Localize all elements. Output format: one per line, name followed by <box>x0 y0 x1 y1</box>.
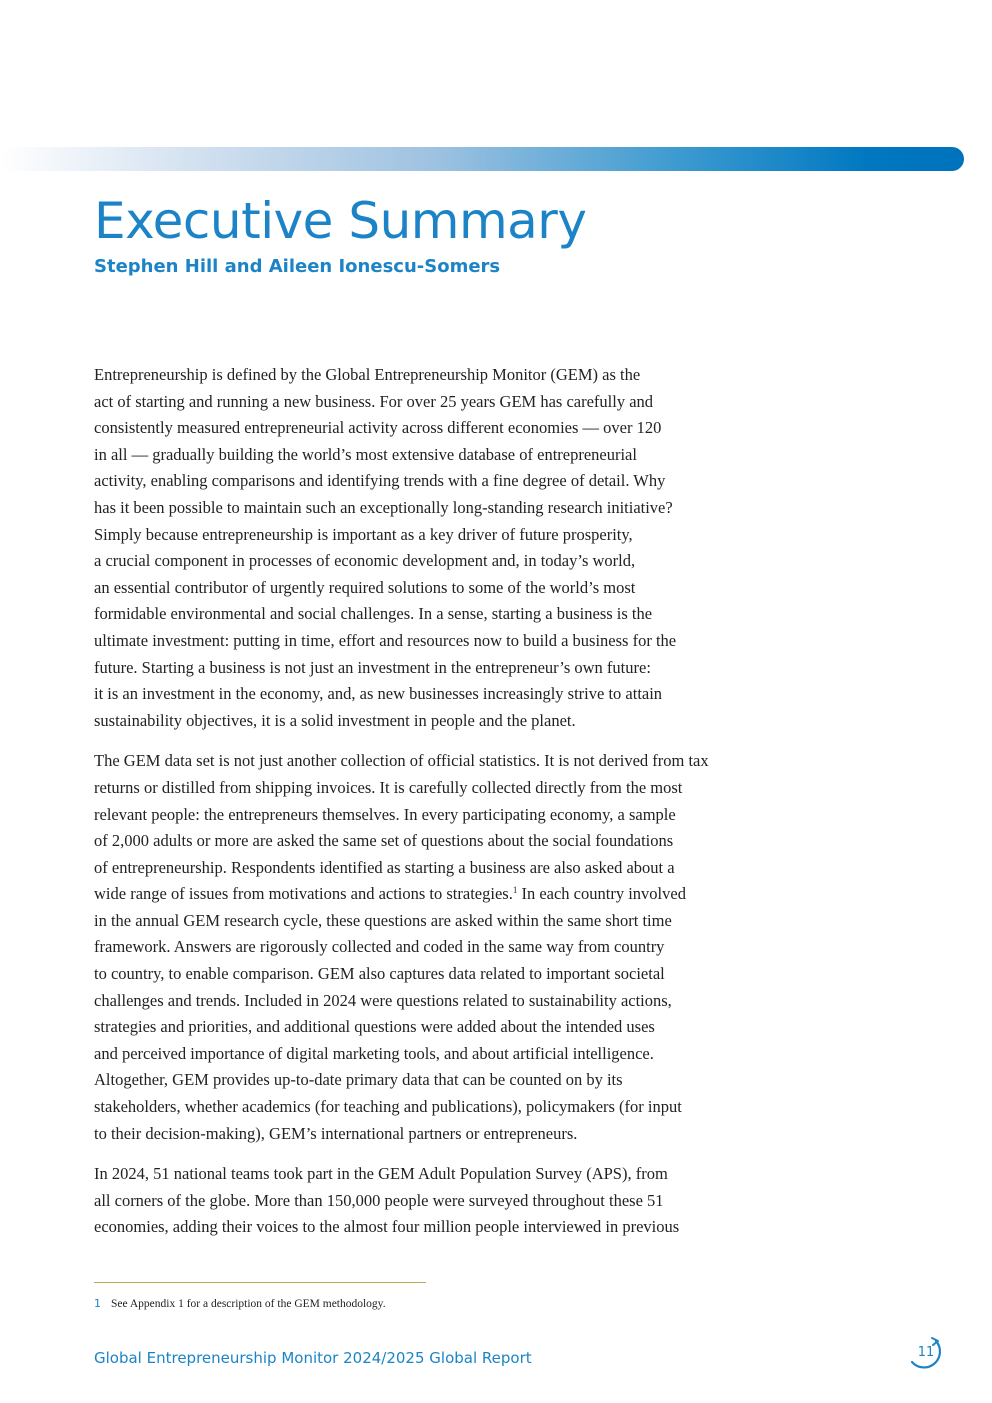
page-number: 11 <box>917 1345 935 1360</box>
text-line: Entrepreneurship is defined by the Global Entrepreneurship Monitor (GEM) as the <box>94 365 641 384</box>
text-line: strategies and priorities, and additional questions were added about the intended uses <box>94 1017 655 1037</box>
page-title: Executive Summary <box>94 192 587 250</box>
header-gradient-banner <box>0 147 964 171</box>
text-line: challenges and trends. Included in 2024 were questions related to sustainability actions, <box>94 990 672 1010</box>
footnote-reference[interactable]: 1 <box>512 885 518 896</box>
body-text <box>94 362 794 1255</box>
text-line: all corners of the globe. More than 150,000 people were surveyed throughout these 51 <box>94 1190 664 1210</box>
text-line: a crucial component in processes of economic development and, in today’s world, <box>94 551 636 571</box>
text-line: returns or distilled from shipping invoices. It is carefully collected directly from the most <box>94 777 683 797</box>
paragraph-3 <box>94 1161 794 1241</box>
text-line: has it been possible to maintain such an exceptionally long-standing research initiative? <box>94 497 673 517</box>
page-number-badge <box>906 1336 948 1372</box>
text-line: Simply because entrepreneurship is important as a key driver of future prosperity, <box>94 524 633 544</box>
text-line: it is an investment in the economy, and, as new businesses increasingly strive to attain <box>94 684 663 704</box>
text-line: of entrepreneurship. Respondents identified as starting a business are also asked about a <box>94 857 675 877</box>
text-line: to their decision-making), GEM’s international partners or entrepreneurs. <box>94 1123 578 1143</box>
text-line-end: In each country involved <box>517 884 686 904</box>
paragraph-2 <box>94 748 794 1147</box>
footnote-number: 1 <box>94 1297 101 1310</box>
footnote-divider <box>94 1282 426 1283</box>
text-line: and perceived importance of digital marketing tools, and about artificial intelligence. <box>94 1043 654 1063</box>
text-line: The GEM data set is not just another collection of official statistics. It is not derived from tax <box>94 751 709 771</box>
footnote <box>94 1296 386 1312</box>
text-line: economies, adding their voices to the almost four million people interviewed in previous <box>94 1217 680 1237</box>
text-line: sustainability objectives, it is a solid investment in people and the planet. <box>94 710 576 730</box>
paragraph-1 <box>94 362 794 734</box>
text-line: Altogether, GEM provides up-to-date primary data that can be counted on by its <box>94 1070 623 1090</box>
text-line: an essential contributor of urgently required solutions to some of the world’s most <box>94 577 636 597</box>
text-line-with-footnote <box>94 881 794 908</box>
text-line: in all — gradually building the world’s most extensive database of entrepreneurial <box>94 444 637 464</box>
text-line: future. Starting a business is not just an investment in the entrepreneur’s own future: <box>94 657 651 677</box>
text-line: to country, to enable comparison. GEM also captures data related to important societal <box>94 964 665 984</box>
text-line: consistently measured entrepreneurial activity across different economies — over 120 <box>94 418 662 438</box>
footnote-text: See Appendix 1 for a description of the GEM methodology. <box>111 1298 386 1310</box>
authors-byline: Stephen Hill and Aileen Ionescu-Somers <box>94 256 501 277</box>
text-line: act of starting and running a new business. For over 25 years GEM has carefully and <box>94 391 654 411</box>
text-line: framework. Answers are rigorously collected and coded in the same way from country <box>94 937 665 957</box>
text-line-start: wide range of issues from motivations and actions to strategies. <box>94 884 513 904</box>
text-line: stakeholders, whether academics (for teaching and publications), policymakers (for input <box>94 1097 682 1117</box>
text-line: relevant people: the entrepreneurs themselves. In every participating economy, a sample <box>94 804 676 824</box>
text-line: ultimate investment: putting in time, effort and resources now to build a business for the <box>94 630 677 650</box>
text-line: In 2024, 51 national teams took part in the GEM Adult Population Survey (APS), from <box>94 1164 668 1184</box>
text-line: activity, enabling comparisons and identifying trends with a fine degree of detail. Why <box>94 471 666 491</box>
text-line: formidable environmental and social challenges. In a sense, starting a business is the <box>94 604 653 624</box>
text-line: of 2,000 adults or more are asked the same set of questions about the social foundations <box>94 831 674 851</box>
running-footer-title: Global Entrepreneurship Monitor 2024/2025 Global Report <box>94 1349 532 1367</box>
text-line: in the annual GEM research cycle, these questions are asked within the same short time <box>94 910 672 930</box>
